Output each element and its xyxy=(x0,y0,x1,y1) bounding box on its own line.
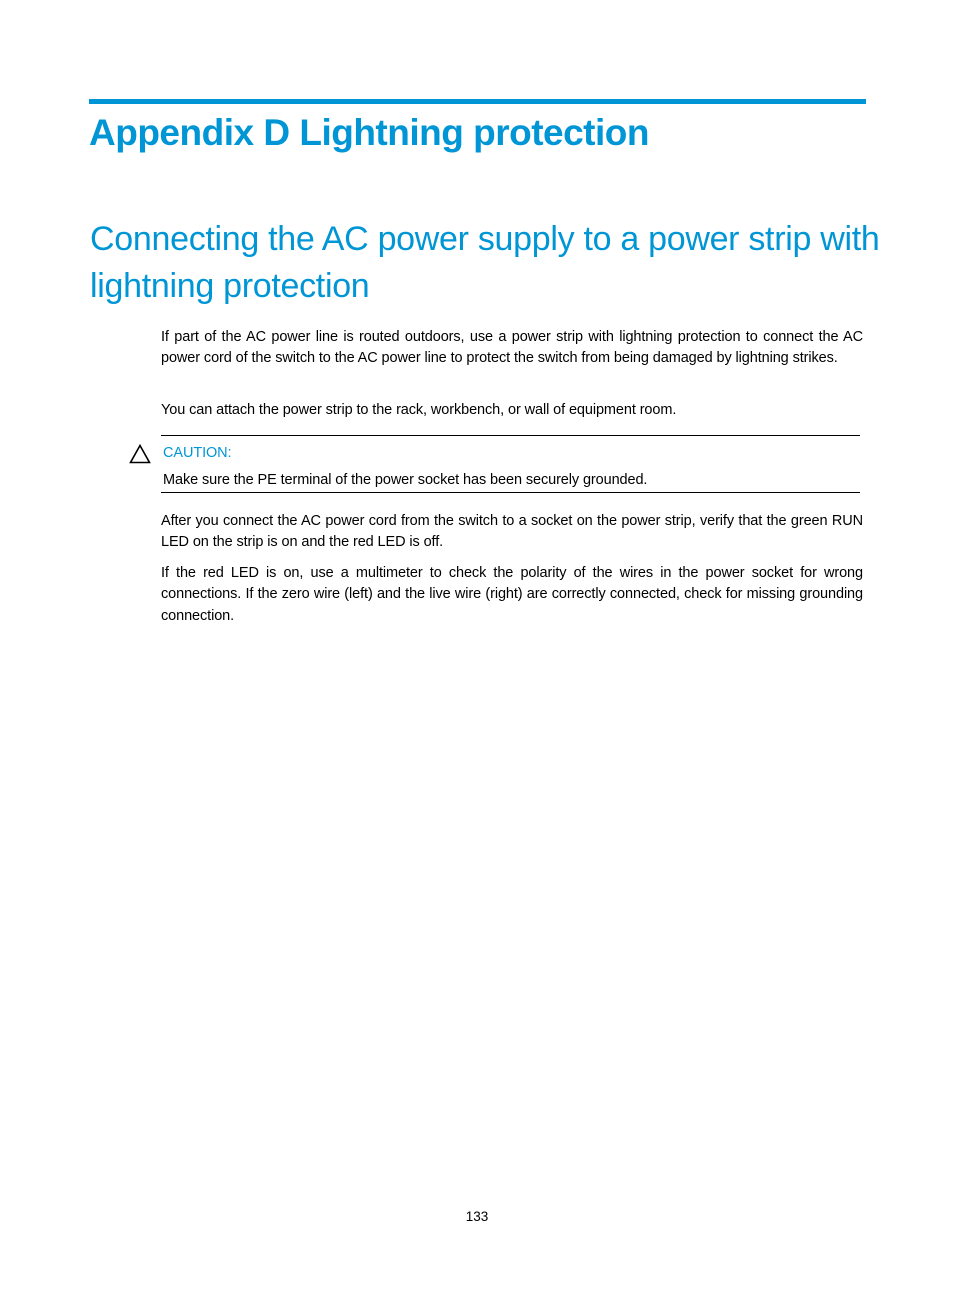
paragraph-red-led: If the red LED is on, use a multimeter to check the polarity of the wires in the power socket for wrong connections. If the zero wire (left) and the live wire (right) are correctly connected, check for missing grounding connection. xyxy=(161,565,863,624)
chapter-top-rule xyxy=(89,99,866,104)
caution-text: Make sure the PE terminal of the power socket has been securely grounded. xyxy=(163,472,648,488)
paragraph-attach-strip: You can attach the power strip to the rack, workbench, or wall of equipment room. xyxy=(161,402,677,418)
caution-label: CAUTION: xyxy=(163,445,232,461)
chapter-title: Appendix D Lightning protection xyxy=(89,112,649,153)
page-number: 133 xyxy=(465,1209,489,1224)
warning-triangle-icon xyxy=(129,444,151,464)
paragraph-verify-led: After you connect the AC power cord from the switch to a socket on the power strip, verify that the green RUN LED on the strip is on and the red LED is off. xyxy=(161,513,863,551)
section-title: Connecting the AC power supply to a power strip with lightning protection xyxy=(90,220,880,305)
paragraph-outdoor-power-line: If part of the AC power line is routed outdoors, use a power strip with lightning protection to connect the AC power cord of the switch to the AC power line to protect the switch from being damaged by lightning strikes. xyxy=(161,329,863,367)
